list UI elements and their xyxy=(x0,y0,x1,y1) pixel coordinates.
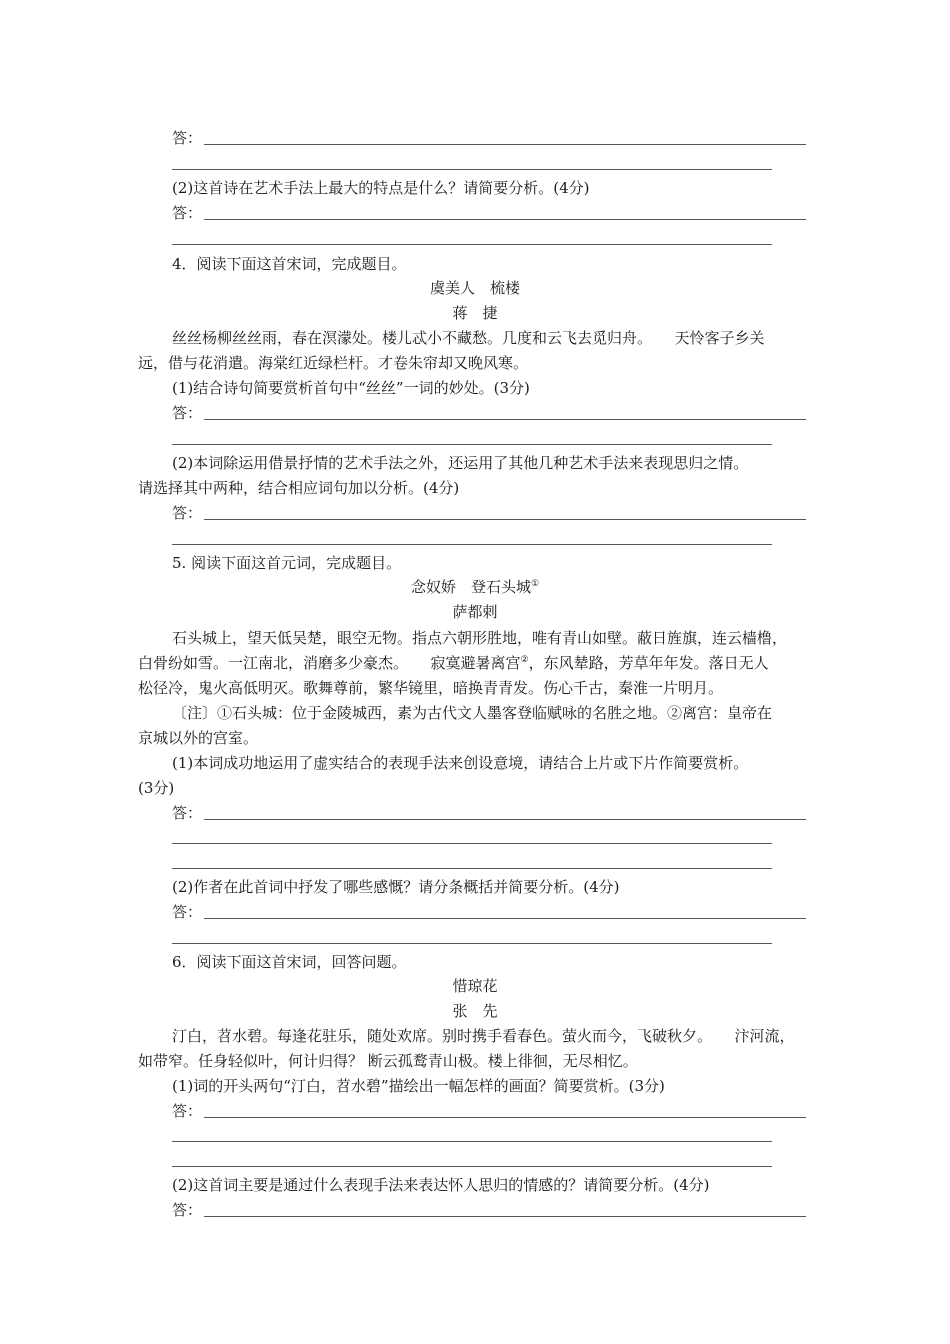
answer-label: 答： xyxy=(172,1102,203,1120)
answer-line[interactable] xyxy=(204,219,806,220)
answer-label: 答： xyxy=(172,204,203,222)
answer-line[interactable] xyxy=(172,868,772,869)
answer-label: 答： xyxy=(172,404,203,422)
answer-label: 答： xyxy=(172,129,203,147)
answer-line[interactable] xyxy=(204,1117,806,1118)
q6-poem-line2: 如带窄。任身轻似叶，何计归得？ 断云孤鹜青山极。楼上徘徊，无尽相忆。 xyxy=(138,1052,638,1070)
q4-intro: 4．阅读下面这首宋词，完成题目。 xyxy=(172,255,407,273)
answer-line[interactable] xyxy=(204,419,806,420)
q5-title xyxy=(0,577,950,597)
q5-poem-line2-a: 白骨纷如雪。一江南北，消磨多少豪杰。 寂寞避暑离宫 xyxy=(138,654,521,672)
q5-poem-line3: 松径冷，鬼火高低明灭。歌舞尊前，繁华镜里，暗换青青发。伤心千古，秦淮一片明月。 xyxy=(138,679,724,697)
q6-title: 惜琼花 xyxy=(452,977,498,995)
q4-poem-line1: 丝丝杨柳丝丝雨，春在溟濛处。楼儿忒小不藏愁。几度和云飞去觅归舟。 天怜客子乡关 xyxy=(172,329,765,347)
q5-poem-line2 xyxy=(138,653,769,673)
q5-title-note: ① xyxy=(530,579,540,589)
answer-line[interactable] xyxy=(204,918,806,919)
q5-poem-line2-b: ，东风辇路，芳草年年发。落日无人 xyxy=(528,654,769,672)
q5-note-line2: 京城以外的宫室。 xyxy=(138,729,259,747)
q4-part1: (1)结合诗句简要赏析首句中“丝丝”一词的妙处。(3分) xyxy=(172,379,530,397)
answer-line[interactable] xyxy=(172,244,772,245)
q4-part2-line1: (2)本词除运用借景抒情的艺术手法之外，还运用了其他几种艺术手法来表现思归之情。 xyxy=(172,454,749,472)
q6-poem-line1: 汀白，苕水碧。每逢花驻乐，随处欢席。别时携手看春色。萤火而今，飞破秋夕。 汴河流， xyxy=(172,1027,795,1045)
answer-line[interactable] xyxy=(204,819,806,820)
answer-line[interactable] xyxy=(204,144,806,145)
q5-part1-line2: (3分) xyxy=(138,779,175,797)
q5-part1-line1: (1)本词成功地运用了虚实结合的表现手法来创设意境，请结合上片或下片作简要赏析。 xyxy=(172,754,749,772)
q5-poem-line1: 石头城上，望天低吴楚，眼空无物。指点六朝形胜地，唯有青山如壁。蔽日旌旗，连云樯橹， xyxy=(172,629,788,647)
q6-part1: (1)词的开头两句“汀白，苕水碧”描绘出一幅怎样的画面？简要赏析。(3分) xyxy=(172,1077,665,1095)
answer-line[interactable] xyxy=(204,519,806,520)
q6-part2: (2)这首词主要是通过什么表现手法来表达怀人思归的情感的？请简要分析。(4分) xyxy=(172,1176,710,1194)
q4-part2-line2: 请选择其中两种，结合相应词句加以分析。(4分) xyxy=(138,479,460,497)
q5-author: 萨都剌 xyxy=(452,603,498,621)
q5-note-line1: 〔注〕①石头城：位于金陵城西，素为古代文人墨客登临赋咏的名胜之地。②离宫：皇帝在 xyxy=(172,704,773,722)
answer-line[interactable] xyxy=(172,1141,772,1142)
answer-line[interactable] xyxy=(204,1216,806,1217)
answer-line[interactable] xyxy=(172,544,772,545)
answer-line[interactable] xyxy=(172,943,772,944)
q5-part2: (2)作者在此首词中抒发了哪些感慨？请分条概括并简要分析。(4分) xyxy=(172,878,620,896)
q4-poem-line2: 远，借与花消遣。海棠红近绿栏杆。才卷朱帘却又晚风寒。 xyxy=(138,354,529,372)
answer-line[interactable] xyxy=(172,169,772,170)
answer-label: 答： xyxy=(172,504,203,522)
q3-part2: (2)这首诗在艺术手法上最大的特点是什么？请简要分析。(4分) xyxy=(172,179,590,197)
q5-title-text: 念奴娇 登石头城 xyxy=(410,578,531,596)
answer-label: 答： xyxy=(172,804,203,822)
answer-label: 答： xyxy=(172,1201,203,1219)
answer-line[interactable] xyxy=(172,444,772,445)
answer-label: 答： xyxy=(172,903,203,921)
q6-intro: 6．阅读下面这首宋词，回答问题。 xyxy=(172,953,407,971)
q5-intro: 5. 阅读下面这首元词，完成题目。 xyxy=(172,554,402,572)
q4-title: 虞美人 梳楼 xyxy=(429,279,520,297)
q5-poem-line2-note: ② xyxy=(520,655,529,665)
q4-author: 蒋 捷 xyxy=(452,304,498,322)
q6-author: 张 先 xyxy=(452,1002,498,1020)
answer-line[interactable] xyxy=(172,1166,772,1167)
answer-line[interactable] xyxy=(172,843,772,844)
